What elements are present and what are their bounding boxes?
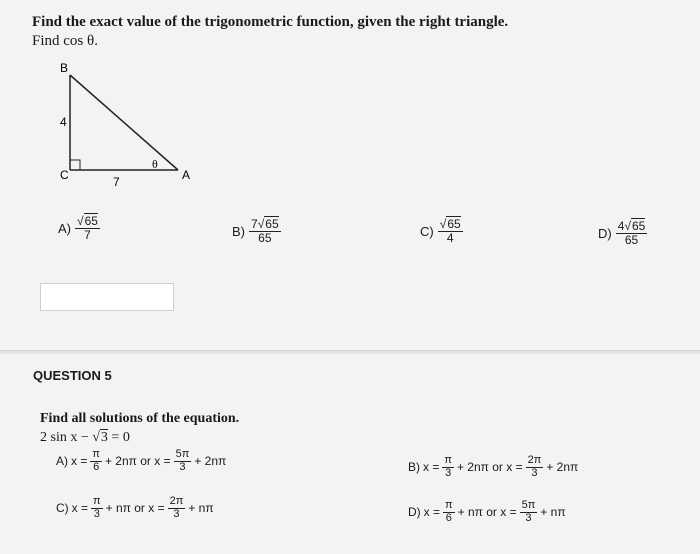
solution-choice-a[interactable]: A) x = $\frac{\pi}{6}$ + 2nπ or x = $\frac{5\pi}{3}$ + 2nπ bbox=[56, 448, 227, 473]
side-length-horizontal: 7 bbox=[113, 175, 120, 189]
solution-choice-c[interactable]: C) x = $\frac{\pi}{3}$ + nπ or x = $\frac{2\pi}{3}$ + nπ bbox=[56, 495, 214, 520]
choice-a-letter: A) bbox=[58, 220, 71, 236]
vertex-b-label: B bbox=[60, 61, 69, 75]
angle-theta-label: θ bbox=[152, 157, 158, 171]
vertex-a-label: A bbox=[182, 168, 191, 182]
question-title: Find the exact value of the trigonometric function, given the right triangle. bbox=[32, 14, 509, 30]
choice-b-letter: B) bbox=[232, 223, 245, 239]
solution-choice-b[interactable]: B) x = $\frac{\pi}{3}$ + 2nπ or x = $\frac{2\pi}{3}$ + 2nπ bbox=[408, 454, 579, 479]
section-divider bbox=[0, 350, 700, 354]
choice-a-fraction: $\frac{√65}{7}$ bbox=[77, 214, 98, 242]
question-5-heading: QUESTION 5 bbox=[33, 368, 112, 383]
triangle-hypotenuse bbox=[70, 75, 178, 170]
choice-d-fraction: $\frac{4√65}{65}$ bbox=[617, 219, 646, 247]
question-5-equation: 2 sin x − √3 = 0 bbox=[40, 430, 130, 445]
vertex-c-label: C bbox=[60, 168, 69, 182]
solution-choice-d[interactable]: D) x = $\frac{\pi}{6}$ + nπ or x = $\frac{5\pi}{3}$ + nπ bbox=[408, 499, 566, 524]
side-length-vertical: 4 bbox=[60, 115, 67, 129]
choice-b[interactable] bbox=[232, 218, 281, 244]
choice-c-fraction: $\frac{√65}{4}$ bbox=[439, 217, 461, 245]
choice-d[interactable] bbox=[598, 220, 647, 246]
choice-d-letter: D) bbox=[598, 225, 612, 241]
question-subtitle: Find cos θ. bbox=[32, 33, 98, 49]
choice-b-fraction: $\frac{7√65}{65}$ bbox=[251, 217, 279, 245]
choice-c-letter: C) bbox=[420, 223, 434, 239]
question-5-prompt: Find all solutions of the equation. bbox=[40, 411, 240, 426]
answer-input[interactable] bbox=[40, 283, 174, 311]
choice-a[interactable] bbox=[58, 215, 100, 241]
choice-c[interactable] bbox=[420, 218, 463, 244]
right-angle-marker bbox=[70, 160, 80, 170]
